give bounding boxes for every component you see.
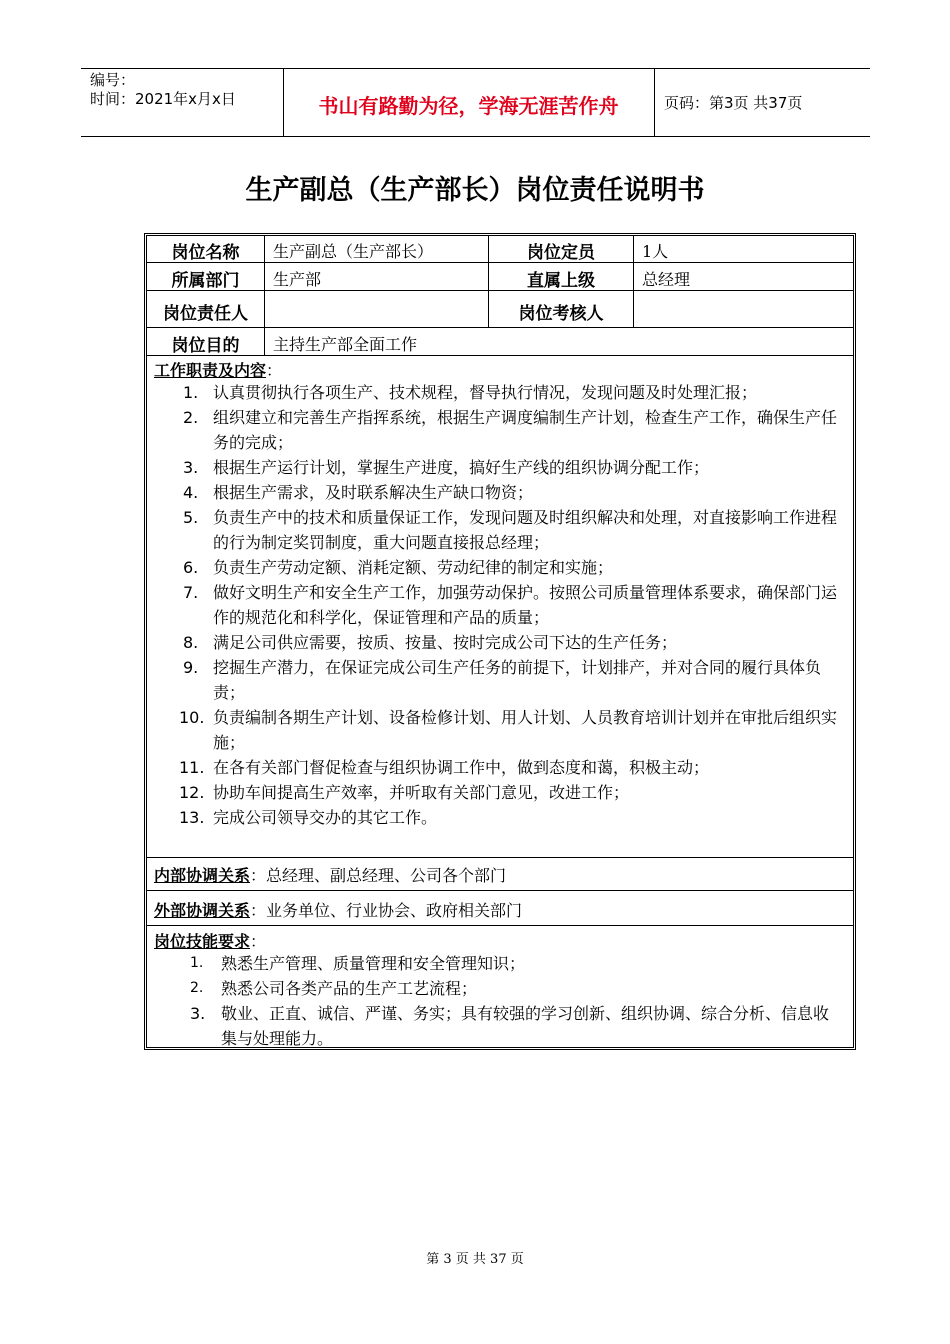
duty-item	[150, 580, 850, 630]
headcount-value: 1人	[642, 242, 669, 261]
assessor-label: 岗位考核人	[518, 304, 604, 324]
duty-number: 9.	[183, 658, 199, 677]
duty-text: 负责生产中的技术和质量保证工作，发现问题及时组织解决和处理，对直接影响工作进程的行为制定奖罚制度，重大问题直接报总经理；	[213, 508, 838, 552]
department-value: 生产部	[273, 270, 322, 289]
supervisor-value: 总经理	[642, 270, 691, 289]
duty-number: 5.	[183, 508, 199, 527]
position-name-value: 生产副总（生产部长）	[273, 242, 434, 261]
duty-number: 1.	[183, 383, 199, 402]
duty-number: 12.	[179, 783, 205, 802]
skill-item	[150, 951, 840, 976]
duty-text: 做好文明生产和安全生产工作，加强劳动保护。按照公司质量管理体系要求，确保部门运作的规范化和科学化，保证管理和产品的质量；	[213, 583, 838, 627]
skills-section-title: 岗位技能要求：	[154, 932, 267, 951]
row-line-7	[146, 925, 854, 926]
external-text: 业务单位、行业协会、政府相关部门	[266, 901, 523, 920]
duty-text: 根据生产需求，及时联系解决生产缺口物资；	[213, 483, 534, 502]
header-code-label: 编号：	[90, 71, 136, 89]
header-date-label: 时间：2021年x月x日	[90, 90, 236, 108]
duty-number: 7.	[183, 583, 199, 602]
duties-list	[150, 380, 850, 830]
header-motto: 书山有路勤为径，学海无涯苦作舟	[318, 94, 619, 118]
external-coordination: 外部协调关系：业务单位、行业协会、政府相关部门	[154, 901, 523, 920]
duty-number: 6.	[183, 558, 199, 577]
header-top-line	[81, 68, 870, 69]
col-line-1	[264, 236, 265, 355]
row-line-6	[146, 890, 854, 891]
department-label: 所属部门	[171, 271, 240, 291]
skills-title: 岗位技能要求	[154, 932, 251, 951]
duty-text: 负责生产劳动定额、消耗定额、劳动纪律的制定和实施；	[213, 558, 614, 577]
duty-item	[150, 505, 850, 555]
skill-number: 1.	[190, 955, 204, 971]
duty-text: 完成公司领导交办的其它工作。	[213, 808, 438, 827]
purpose-value: 主持生产部全面工作	[273, 335, 418, 354]
duties-section-title: 工作职责及内容：	[154, 361, 283, 380]
skill-item	[150, 976, 840, 1001]
header-divider-right	[654, 68, 655, 136]
duty-text: 满足公司供应需要，按质、按量、按时完成公司下达的生产任务；	[213, 633, 678, 652]
duty-item	[150, 805, 850, 830]
duty-text: 根据生产运行计划，掌握生产进度，搞好生产线的组织协调分配工作；	[213, 458, 710, 477]
duty-number: 4.	[183, 483, 199, 502]
duty-item	[150, 705, 850, 755]
duty-text: 认真贯彻执行各项生产、技术规程，督导执行情况，发现问题及时处理汇报；	[213, 383, 758, 402]
skill-text: 熟悉生产管理、质量管理和安全管理知识；	[221, 954, 526, 973]
position-name-label: 岗位名称	[171, 243, 240, 263]
page-footer: 第 3 页 共 37 页	[426, 1252, 524, 1267]
duty-number: 3.	[183, 458, 199, 477]
row-line-5	[146, 857, 854, 858]
internal-title: 内部协调关系	[154, 866, 251, 885]
skills-list	[150, 951, 840, 1051]
document-title: 生产副总（生产部长）岗位责任说明书	[245, 175, 705, 206]
duty-number: 2.	[183, 408, 199, 427]
duty-item	[150, 555, 850, 580]
duty-text: 协助车间提高生产效率，并听取有关部门意见，改进工作；	[213, 783, 630, 802]
skill-text: 熟悉公司各类产品的生产工艺流程；	[221, 979, 478, 998]
duty-item	[150, 480, 850, 505]
owner-label: 岗位责任人	[163, 304, 248, 324]
duty-text: 负责编制各期生产计划、设备检修计划、用人计划、人员教育培训计划并在审批后组织实施；	[213, 708, 838, 752]
internal-coordination: 内部协调关系：总经理、副总经理、公司各个部门	[154, 866, 507, 885]
duty-item	[150, 405, 850, 455]
duty-text: 组织建立和完善生产指挥系统，根据生产调度编制生产计划，检查生产工作，确保生产任务的完成；	[213, 408, 838, 452]
purpose-label: 岗位目的	[171, 336, 240, 356]
supervisor-label: 直属上级	[527, 271, 595, 291]
duty-text: 挖掘生产潜力，在保证完成公司生产任务的前提下，计划排产，并对合同的履行具体负责；	[213, 658, 822, 702]
duty-number: 13.	[179, 808, 205, 827]
external-title: 外部协调关系	[154, 901, 251, 920]
duty-item	[150, 755, 850, 780]
col-line-3	[633, 236, 634, 327]
skill-number: 2.	[190, 980, 204, 996]
duty-text: 在各有关部门督促检查与组织协调工作中，做到态度和蔼，积极主动；	[213, 758, 710, 777]
row-line-3	[146, 327, 854, 328]
duty-item	[150, 380, 850, 405]
headcount-label: 岗位定员	[527, 243, 595, 263]
duty-item	[150, 780, 850, 805]
header-bottom-line	[81, 136, 870, 137]
internal-text: 总经理、副总经理、公司各个部门	[266, 866, 507, 885]
duty-number: 8.	[183, 633, 199, 652]
skill-number: 3.	[190, 1004, 206, 1023]
duty-number: 10.	[179, 708, 205, 727]
duty-item	[150, 455, 850, 480]
skill-text: 敬业、正直、诚信、严谨、务实；具有较强的学习创新、组织协调、综合分析、信息收集与处理能力。	[221, 1004, 830, 1048]
duty-item	[150, 655, 850, 705]
duties-title: 工作职责及内容	[154, 361, 267, 380]
header-page-label: 页码：第3页 共37页	[664, 94, 803, 112]
duty-item	[150, 630, 850, 655]
skill-item	[150, 1001, 840, 1051]
duty-number: 11.	[179, 758, 205, 777]
